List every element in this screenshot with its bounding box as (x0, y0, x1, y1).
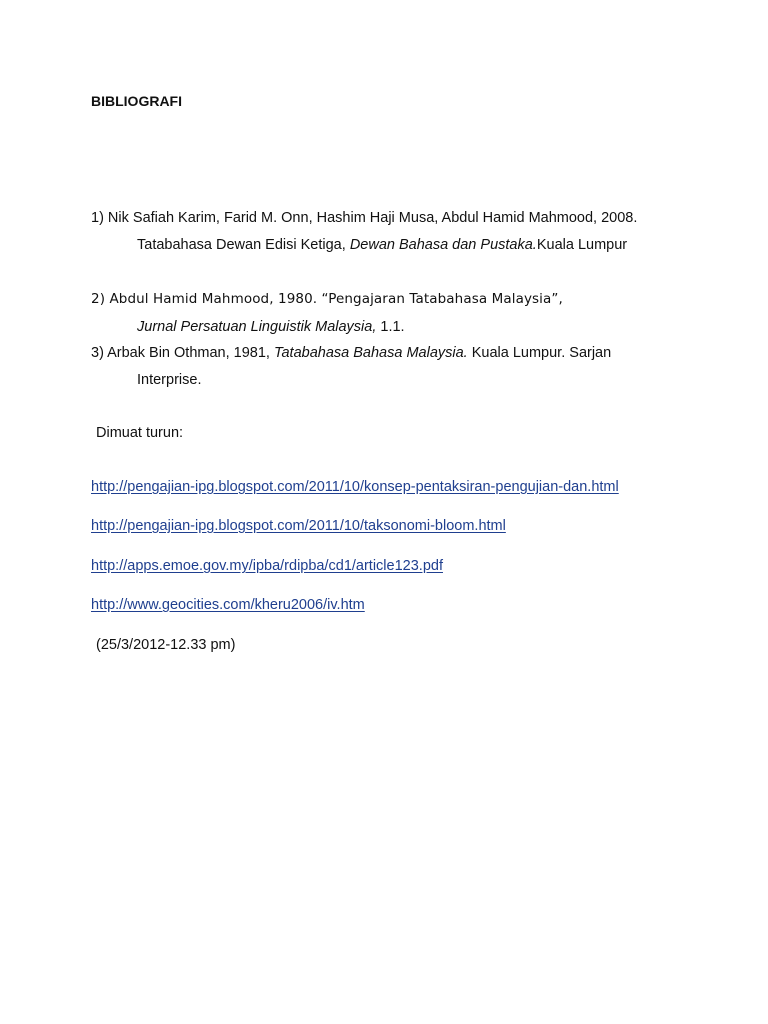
link-taksonomi-bloom[interactable]: http://pengajian-ipg.blogspot.com/2011/10/taksonomi-bloom.html (91, 518, 506, 534)
reference-3-place: Kuala Lumpur. Sarjan (467, 345, 612, 361)
reference-3-line-1 (91, 344, 611, 362)
reference-1-line-2 (137, 236, 627, 254)
reference-2-journal: Jurnal Persatuan Linguistik Malaysia, (137, 319, 377, 335)
reference-2-volume: 1.1. (376, 319, 405, 335)
link-article123-pdf[interactable]: http://apps.emoe.gov.my/ipba/rdipba/cd1/article123.pdf (91, 558, 443, 574)
page-title: BIBLIOGRAFI (91, 93, 182, 109)
reference-2-line-1: 2) Abdul Hamid Mahmood, 1980. “Pengajaran Tatabahasa Malaysia”, (91, 291, 563, 307)
reference-3-line-2: Interprise. (137, 372, 202, 388)
reference-2-line-2 (137, 318, 405, 336)
reference-3-title: Tatabahasa Bahasa Malaysia. (273, 345, 468, 361)
link-geocities-kheru[interactable]: http://www.geocities.com/kheru2006/iv.htm (91, 597, 365, 613)
downloaded-label: Dimuat turun: (96, 425, 184, 441)
reference-1-text: Tatabahasa Dewan Edisi Ketiga, (137, 237, 350, 253)
link-konsep-pentaksiran[interactable]: http://pengajian-ipg.blogspot.com/2011/10/konsep-pentaksiran-pengujian-dan.html (91, 479, 619, 495)
access-date: (25/3/2012-12.33 pm) (96, 637, 236, 653)
reference-1-place: Kuala Lumpur (536, 237, 628, 253)
reference-1-publisher: Dewan Bahasa dan Pustaka. (349, 237, 537, 253)
reference-1-line-1: 1) Nik Safiah Karim, Farid M. Onn, Hashim Haji Musa, Abdul Hamid Mahmood, 2008. (91, 210, 638, 226)
reference-3-author: 3) Arbak Bin Othman, 1981, (91, 345, 274, 361)
